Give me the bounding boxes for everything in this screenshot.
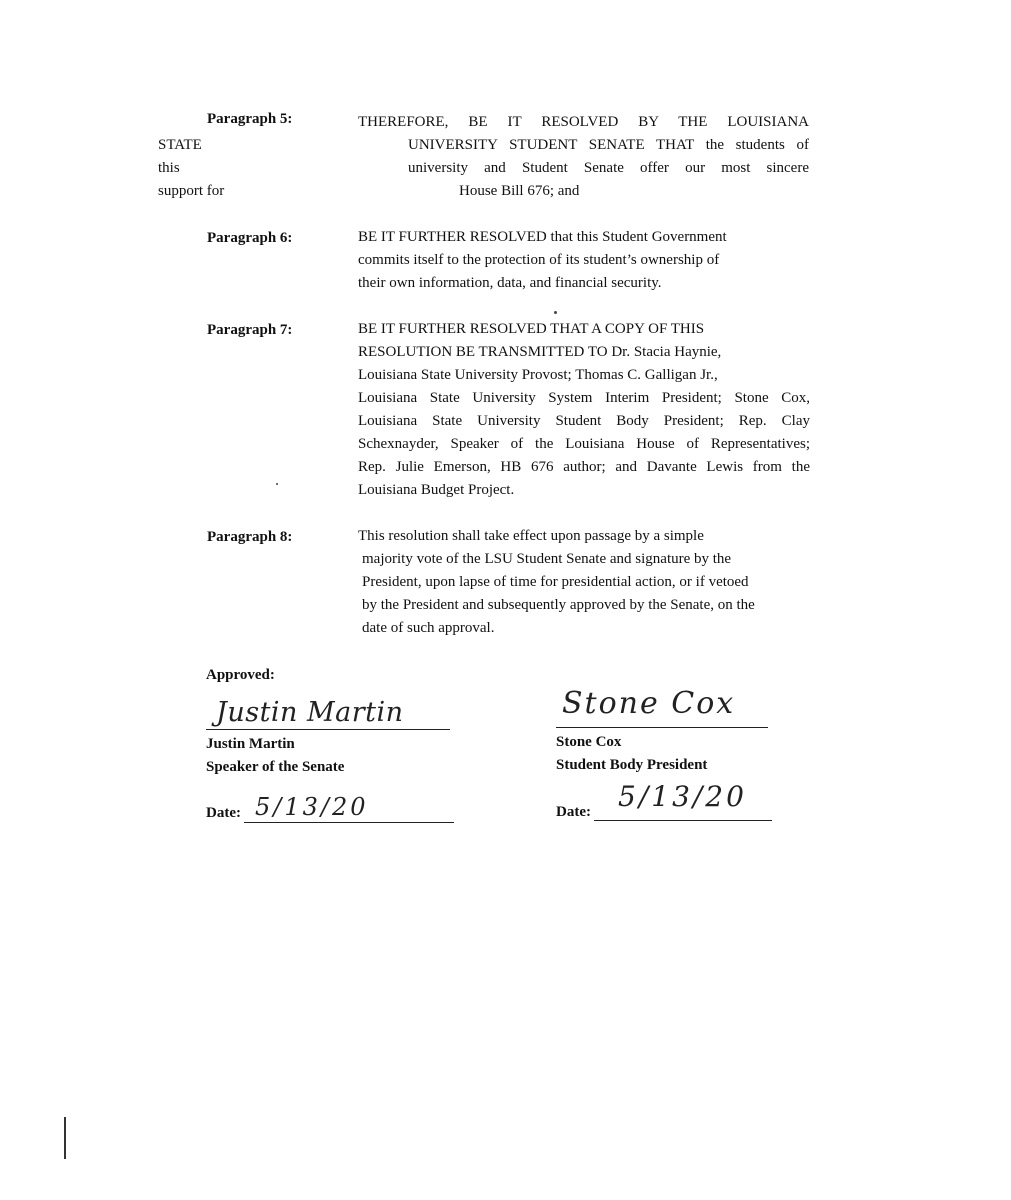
- paragraph-line: Schexnayder, Speaker of the Louisiana House of Representatives;: [358, 436, 810, 452]
- paragraph-line: RESOLUTION BE TRANSMITTED TO Dr. Stacia Haynie,: [358, 344, 722, 360]
- paragraph-line: Louisiana State University Provost; Thomas C. Galligan Jr.,: [358, 367, 718, 383]
- paragraph-line: Rep. Julie Emerson, HB 676 author; and Davante Lewis from the: [358, 459, 810, 475]
- approved-label: Approved:: [206, 667, 275, 683]
- paragraph-5-line-4: House Bill 676; and: [459, 183, 580, 199]
- signer-title-left: Speaker of the Senate: [206, 759, 345, 775]
- signer-name-left: Justin Martin: [206, 736, 295, 752]
- scan-margin-mark: [64, 1117, 66, 1159]
- signature-stone-cox: Stone Cox: [562, 686, 736, 721]
- paragraph-8-line-1: This resolution shall take effect upon passage by a simple: [358, 528, 704, 544]
- paragraph-line: Louisiana State University System Interim President; Stone Cox,: [358, 390, 810, 406]
- speck: [276, 483, 278, 485]
- paragraph-7-body: [358, 318, 810, 502]
- paragraph-line: BE IT FURTHER RESOLVED that this Student Government: [358, 229, 727, 245]
- speck: [554, 311, 557, 314]
- paragraph-line: Louisiana State University Student Body President; Rep. Clay: [358, 413, 810, 429]
- paragraph-5-label: Paragraph 5:: [207, 111, 293, 127]
- paragraph-line: commits itself to the protection of its student’s ownership of: [358, 252, 720, 268]
- signer-title-right: Student Body President: [556, 757, 708, 773]
- paragraph-5-line-3: university and Student Senate offer our most sincere: [408, 160, 809, 176]
- handwritten-date-right: 5/13/20: [618, 780, 747, 813]
- date-line: [244, 822, 454, 823]
- date-label-right: Date:: [556, 804, 591, 820]
- paragraph-5-line-2: UNIVERSITY STUDENT SENATE THAT the students of: [408, 137, 809, 153]
- margin-line: STATE: [158, 137, 202, 153]
- signature-justin-martin: Justin Martin: [216, 697, 404, 728]
- paragraph-line: President, upon lapse of time for presidential action, or if vetoed: [362, 574, 749, 590]
- paragraph-7-label: Paragraph 7:: [207, 322, 293, 338]
- margin-line: this: [158, 160, 180, 176]
- paragraph-8-label: Paragraph 8:: [207, 529, 293, 545]
- signer-name-right: Stone Cox: [556, 734, 622, 750]
- paragraph-line: their own information, data, and financial security.: [358, 275, 662, 291]
- signature-line: [206, 729, 450, 730]
- paragraph-5-line-1: THEREFORE, BE IT RESOLVED BY THE LOUISIANA: [358, 114, 809, 130]
- paragraph-5-margin-text: [158, 134, 224, 203]
- paragraph-line: by the President and subsequently approved by the Senate, on the: [362, 597, 755, 613]
- signature-line: [556, 727, 768, 728]
- paragraph-6-label: Paragraph 6:: [207, 230, 293, 246]
- paragraph-line: BE IT FURTHER RESOLVED THAT A COPY OF THIS: [358, 321, 705, 337]
- handwritten-date-left: 5/13/20: [255, 793, 369, 821]
- paragraph-line: Louisiana Budget Project.: [358, 482, 515, 498]
- margin-line: support for: [158, 183, 225, 199]
- date-line: [594, 820, 772, 821]
- paragraph-6-body: [358, 226, 727, 295]
- paragraph-8-rest: [362, 548, 755, 640]
- date-label-left: Date:: [206, 805, 241, 821]
- paragraph-line: date of such approval.: [362, 620, 495, 636]
- paragraph-line: majority vote of the LSU Student Senate and signature by the: [362, 551, 732, 567]
